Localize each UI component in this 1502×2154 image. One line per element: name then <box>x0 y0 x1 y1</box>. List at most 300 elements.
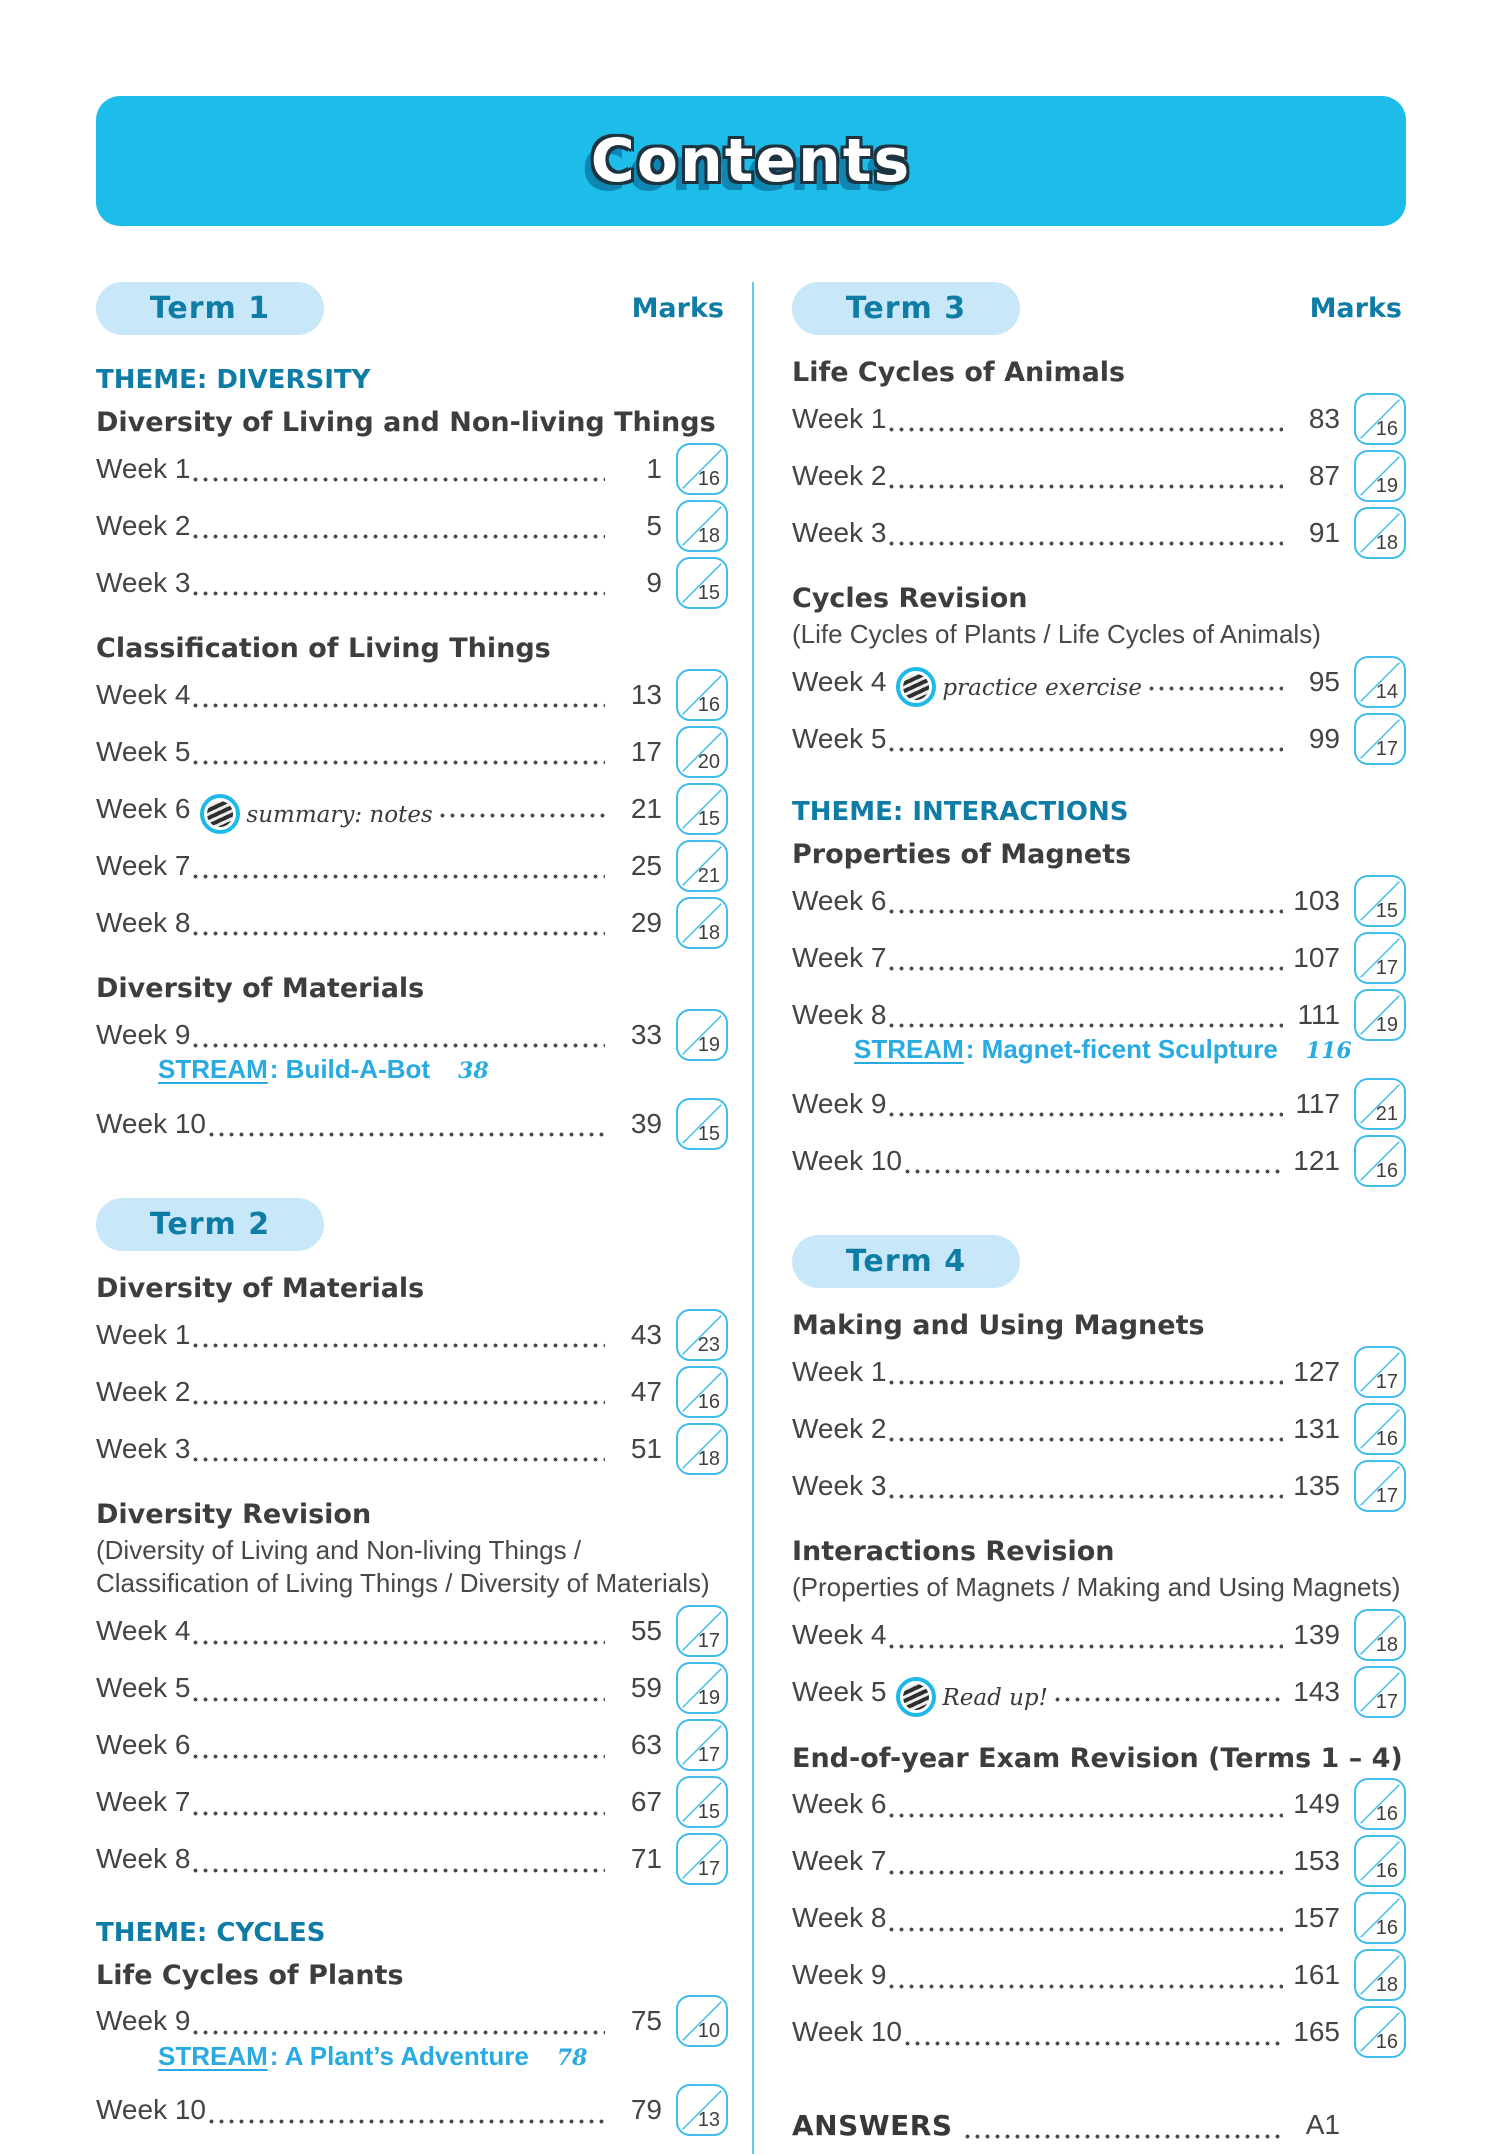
marks-box <box>676 1995 728 2047</box>
stream-label: STREAM <box>158 2040 268 2071</box>
week-label: Week 3 <box>792 1469 887 1501</box>
page-number: 29 <box>630 906 662 938</box>
page-number: 121 <box>1293 1144 1340 1176</box>
dotted-leader <box>440 813 605 818</box>
marks-box <box>1354 1460 1406 1512</box>
section-heading: Properties of Magnets <box>792 839 1132 871</box>
toc-row <box>96 1831 728 1888</box>
page-number: 67 <box>630 1786 662 1818</box>
toc-row <box>792 1833 1406 1890</box>
marks-box <box>676 1098 728 1150</box>
page-number: 103 <box>1293 884 1340 916</box>
badge-stripes <box>903 674 929 700</box>
marks-value: 18 <box>697 1447 720 1470</box>
page-number: 143 <box>1293 1676 1340 1708</box>
stream-title: : Magnet-ficent Sculpture <box>965 1034 1278 1065</box>
term-pill-label: Term 4 <box>845 1244 967 1280</box>
dotted-leader <box>193 2030 605 2035</box>
marks-box <box>676 897 728 949</box>
marks-box <box>676 840 728 892</box>
dotted-leader <box>193 1754 605 1759</box>
stream-page-number: 38 <box>458 1058 489 1084</box>
toc-row <box>96 1660 728 1717</box>
marks-value: 17 <box>1375 1370 1398 1393</box>
dotted-leader <box>889 1112 1283 1117</box>
marks-box <box>1354 932 1406 984</box>
marks-box <box>676 443 728 495</box>
page-number: 99 <box>1308 722 1340 754</box>
stream-row <box>158 1054 728 1085</box>
dotted-leader <box>889 484 1283 489</box>
section-heading: Diversity of Materials <box>96 1273 425 1304</box>
page-number: 95 <box>1308 665 1340 697</box>
section-subheading: (Life Cycles of Plants / Life Cycles of Animals) <box>792 619 1321 649</box>
answers-label: ANSWERS <box>792 2108 953 2142</box>
section-heading: Diversity of Materials <box>96 973 425 1004</box>
term-pill <box>96 1198 324 1251</box>
stream-page-number: 78 <box>556 2044 588 2071</box>
marks-box <box>1354 393 1406 445</box>
marks-value: 19 <box>697 1687 720 1710</box>
week-label: Week 8 <box>792 1902 887 1934</box>
toc-section <box>96 1273 728 1477</box>
dotted-leader <box>193 477 605 482</box>
page-title: Contents <box>590 126 912 196</box>
page-number: 47 <box>630 1375 662 1407</box>
activity-badge-icon <box>200 794 240 834</box>
dotted-leader <box>193 534 605 539</box>
marks-value: 10 <box>697 2020 720 2043</box>
week-label: Week 1 <box>96 452 191 484</box>
week-label: Week 9 <box>96 1018 191 1050</box>
week-label: Week 8 <box>96 1843 191 1875</box>
toc-row <box>96 780 728 837</box>
toc-row <box>792 1947 1406 2004</box>
week-label: Week 7 <box>96 1786 191 1818</box>
page-number: 9 <box>646 566 662 598</box>
page-number: 17 <box>630 735 662 767</box>
page-number: 161 <box>1293 1959 1340 1991</box>
week-label: Week 9 <box>96 2005 191 2037</box>
marks-value: 17 <box>1375 737 1398 760</box>
page-number: 127 <box>1293 1355 1340 1387</box>
marks-box <box>676 2084 728 2136</box>
toc-row <box>96 894 728 951</box>
term-pill <box>792 1235 1020 1288</box>
marks-value: 20 <box>697 750 720 773</box>
toc-row <box>96 1306 728 1363</box>
page-number: 21 <box>630 792 662 824</box>
stream-row <box>158 2041 728 2072</box>
page-number: 75 <box>630 2005 662 2037</box>
toc-row <box>96 1603 728 1660</box>
week-label: Week 6 <box>792 884 887 916</box>
week-label: Week 2 <box>792 1412 887 1444</box>
toc-row <box>792 447 1406 504</box>
week-label: Week 1 <box>96 1318 191 1350</box>
marks-box <box>1354 1892 1406 1944</box>
marks-value: 19 <box>1375 474 1398 497</box>
theme-heading: THEME: CYCLES <box>96 1917 326 1948</box>
week-label: Week 5 <box>96 1672 191 1704</box>
dotted-leader <box>905 2041 1283 2046</box>
marks-box <box>676 1719 728 1771</box>
page-number: 87 <box>1308 459 1340 491</box>
activity-badge-icon <box>896 667 936 707</box>
dotted-leader <box>889 1813 1283 1818</box>
page-number: 107 <box>1293 941 1340 973</box>
toc-row <box>792 390 1406 447</box>
toc-row <box>792 1343 1406 1400</box>
theme-heading: THEME: DIVERSITY <box>96 365 371 395</box>
dotted-leader <box>889 1984 1283 1989</box>
toc-section <box>96 633 728 951</box>
page-number: 5 <box>646 509 662 541</box>
section-subheading: (Properties of Magnets / Making and Using Magnets) <box>792 1572 1401 1603</box>
term-term-1 <box>96 282 728 1152</box>
theme-heading: THEME: INTERACTIONS <box>792 797 1129 828</box>
marks-box <box>1354 1078 1406 1130</box>
week-label: Week 2 <box>96 1375 191 1407</box>
activity-note: summary: notes <box>246 801 433 828</box>
marks-box <box>1354 1835 1406 1887</box>
dotted-leader <box>193 1868 605 1873</box>
dotted-leader <box>193 703 605 708</box>
toc-column-left <box>96 282 752 2154</box>
page-number: 157 <box>1293 1902 1340 1934</box>
marks-value: 18 <box>1375 1634 1398 1657</box>
marks-value: 13 <box>697 2109 720 2132</box>
page-number: 1 <box>646 452 662 484</box>
dotted-leader <box>889 1870 1283 1875</box>
marks-box <box>676 1423 728 1475</box>
marks-value: 18 <box>1375 531 1398 554</box>
toc-row <box>792 2004 1406 2061</box>
marks-box <box>676 1833 728 1885</box>
marks-value: 14 <box>1375 680 1398 703</box>
toc-row <box>96 666 728 723</box>
page-number: 91 <box>1308 516 1340 548</box>
week-label: Week 4 <box>792 665 887 697</box>
page-number: 43 <box>630 1318 662 1350</box>
dotted-leader <box>889 541 1283 546</box>
dotted-leader <box>889 966 1283 971</box>
toc-section <box>96 1499 728 1888</box>
marks-value: 16 <box>697 467 720 490</box>
marks-value: 15 <box>1375 899 1398 922</box>
dotted-leader <box>193 874 605 879</box>
dotted-leader <box>965 2134 1283 2139</box>
marks-box <box>1354 989 1406 1041</box>
page-number: 135 <box>1293 1469 1340 1501</box>
dotted-leader <box>889 1494 1283 1499</box>
marks-box <box>1354 713 1406 765</box>
week-label: Week 8 <box>792 998 887 1030</box>
toc-columns <box>96 282 1406 2154</box>
week-label: Week 6 <box>96 792 191 824</box>
dotted-leader <box>1149 686 1283 691</box>
marks-value: 16 <box>1375 1159 1398 1182</box>
marks-value: 18 <box>1375 1974 1398 1997</box>
week-label: Week 9 <box>792 1087 887 1119</box>
week-label: Week 8 <box>96 906 191 938</box>
term-header <box>792 1235 1406 1288</box>
toc-section <box>792 1536 1406 1720</box>
marks-box <box>1354 656 1406 708</box>
page-number: 131 <box>1293 1412 1340 1444</box>
section-heading: Life Cycles of Animals <box>792 357 1126 388</box>
dotted-leader <box>193 760 605 765</box>
marks-box <box>676 557 728 609</box>
week-label: Week 5 <box>792 722 887 754</box>
marks-box <box>676 1009 728 1061</box>
toc-row <box>792 653 1406 710</box>
toc-row <box>792 1776 1406 1833</box>
marks-value: 16 <box>1375 2031 1398 2054</box>
dotted-leader <box>889 1644 1283 1649</box>
dotted-leader <box>193 1811 605 1816</box>
page-number: 59 <box>630 1672 662 1704</box>
week-label: Week 5 <box>792 1676 887 1708</box>
toc-section <box>792 1310 1406 1514</box>
marks-box <box>1354 1346 1406 1398</box>
week-label: Week 10 <box>96 2094 206 2126</box>
toc-row <box>792 1457 1406 1514</box>
marks-value: 19 <box>697 1033 720 1056</box>
marks-box <box>1354 1135 1406 1187</box>
section-subheading: (Diversity of Living and Non-living Things / Classification of Living Things / Diversity of Materials) <box>96 1535 710 1599</box>
marks-box <box>676 1366 728 1418</box>
week-label: Week 3 <box>792 516 887 548</box>
toc-row <box>792 929 1406 986</box>
marks-value: 15 <box>697 807 720 830</box>
section-heading: Life Cycles of Plants <box>96 1959 404 1991</box>
marks-value: 16 <box>697 693 720 716</box>
toc-column-right <box>752 282 1406 2154</box>
dotted-leader <box>193 1640 605 1645</box>
toc-row <box>96 497 728 554</box>
toc-row <box>792 2097 1406 2154</box>
dotted-leader <box>193 1400 605 1405</box>
page-number: 83 <box>1308 402 1340 434</box>
dotted-leader <box>889 747 1283 752</box>
page-number: 39 <box>630 1107 662 1139</box>
toc-row <box>96 837 728 894</box>
toc-row <box>96 1363 728 1420</box>
page-number: 55 <box>630 1615 662 1647</box>
stream-title: : A Plant’s Adventure <box>269 2040 529 2071</box>
toc-section <box>96 1918 728 2139</box>
week-label: Week 7 <box>96 849 191 881</box>
page-banner <box>96 96 1406 226</box>
marks-box <box>1354 1666 1406 1718</box>
marks-value: 17 <box>1375 1484 1398 1507</box>
page-number: 79 <box>630 2094 662 2126</box>
week-label: Week 10 <box>792 1144 902 1176</box>
badge-stripes <box>903 1684 929 1710</box>
dotted-leader <box>193 591 605 596</box>
page-number: 111 <box>1297 998 1340 1030</box>
dotted-leader <box>193 1457 605 1462</box>
dotted-leader <box>1055 1697 1283 1702</box>
marks-value: 17 <box>697 1858 720 1881</box>
section-heading: Cycles Revision <box>792 583 1028 614</box>
section-heading: End-of-year Exam Revision (Terms 1 – 4) <box>792 1742 1403 1774</box>
marks-column-label: Marks <box>1309 293 1402 324</box>
week-label: Week 6 <box>96 1729 191 1761</box>
term-pill <box>792 282 1020 335</box>
dotted-leader <box>193 931 605 936</box>
dotted-leader <box>889 427 1283 432</box>
toc-row <box>96 1717 728 1774</box>
term-header <box>96 1198 728 1251</box>
marks-box <box>676 726 728 778</box>
toc-row <box>792 1400 1406 1457</box>
term-pill-label: Term 1 <box>149 291 271 326</box>
toc-row <box>96 2082 728 2139</box>
term-pill <box>96 282 324 335</box>
dotted-leader <box>193 1697 605 1702</box>
marks-box <box>1354 507 1406 559</box>
marks-value: 16 <box>1375 1917 1398 1940</box>
page-number: 63 <box>630 1729 662 1761</box>
page-number: 51 <box>630 1432 662 1464</box>
section-heading: Classification of Living Things <box>96 633 551 664</box>
page-number: 117 <box>1295 1087 1340 1119</box>
term-header <box>96 282 728 335</box>
marks-value: 16 <box>1375 1803 1398 1826</box>
marks-value: 21 <box>697 864 720 887</box>
marks-box <box>1354 1778 1406 1830</box>
dotted-leader <box>905 1169 1283 1174</box>
marks-box <box>1354 1403 1406 1455</box>
marks-value: 15 <box>697 581 720 604</box>
term-term-2 <box>96 1198 728 2139</box>
marks-box <box>676 669 728 721</box>
toc-section <box>792 357 1406 561</box>
marks-box <box>1354 875 1406 927</box>
term-term-3 <box>792 282 1406 1189</box>
week-label: Week 6 <box>792 1788 887 1820</box>
dotted-leader <box>193 1043 605 1048</box>
stream-page-number: 116 <box>1305 1038 1352 1065</box>
toc-row <box>792 872 1406 929</box>
dotted-leader <box>209 2119 605 2124</box>
toc-row <box>792 1075 1406 1132</box>
dotted-leader <box>889 1023 1283 1028</box>
week-label: Week 1 <box>792 402 887 434</box>
dotted-leader <box>889 1380 1283 1385</box>
term-header <box>792 282 1406 335</box>
marks-box <box>676 500 728 552</box>
marks-value: 17 <box>1375 956 1398 979</box>
dotted-leader <box>889 909 1283 914</box>
dotted-leader <box>889 1927 1283 1932</box>
stream-label: STREAM <box>158 1054 268 1084</box>
marks-value: 18 <box>697 524 720 547</box>
activity-note: Read up! <box>942 1685 1048 1712</box>
marks-value: 16 <box>697 1390 720 1413</box>
toc-row <box>792 710 1406 767</box>
toc-row <box>792 1132 1406 1189</box>
toc-row <box>792 504 1406 561</box>
toc-row <box>792 1664 1406 1721</box>
badge-stripes <box>207 801 233 827</box>
page-number: 13 <box>630 678 662 710</box>
toc-section <box>96 973 728 1152</box>
page-number: 71 <box>630 1843 662 1875</box>
toc-row <box>96 554 728 611</box>
marks-value: 19 <box>1375 1013 1398 1036</box>
marks-box <box>676 1662 728 1714</box>
marks-value: 23 <box>697 1333 720 1356</box>
marks-box <box>1354 1949 1406 2001</box>
marks-box <box>1354 2006 1406 2058</box>
page-number: 153 <box>1293 1845 1340 1877</box>
toc-section <box>792 583 1406 767</box>
marks-column-label: Marks <box>631 293 724 324</box>
marks-value: 21 <box>1375 1102 1398 1125</box>
toc-row <box>96 1095 728 1152</box>
marks-box <box>1354 1609 1406 1661</box>
week-label: Week 5 <box>96 735 191 767</box>
term-pill-label: Term 3 <box>845 291 967 326</box>
marks-value: 16 <box>1375 1427 1398 1450</box>
marks-box <box>1354 450 1406 502</box>
week-label: Week 10 <box>96 1107 206 1139</box>
toc-row <box>792 1607 1406 1664</box>
marks-value: 15 <box>697 1122 720 1145</box>
section-heading: Interactions Revision <box>792 1536 1115 1568</box>
marks-value: 17 <box>697 1744 720 1767</box>
term-term-4 <box>792 1235 1406 2060</box>
section-heading: Diversity of Living and Non-living Things <box>96 407 716 438</box>
page-number: 33 <box>630 1018 662 1050</box>
activity-badge-icon <box>896 1677 936 1717</box>
marks-value: 15 <box>697 1801 720 1824</box>
section-heading: Making and Using Magnets <box>792 1310 1205 1342</box>
toc-row <box>96 723 728 780</box>
week-label: Week 4 <box>792 1619 887 1651</box>
toc-row <box>96 1420 728 1477</box>
stream-label: STREAM <box>854 1034 964 1065</box>
week-label: Week 9 <box>792 1959 887 1991</box>
week-label: Week 7 <box>792 941 887 973</box>
toc-row <box>792 1890 1406 1947</box>
activity-note: practice exercise <box>942 674 1142 701</box>
marks-value: 16 <box>1375 417 1398 440</box>
week-label: Week 2 <box>96 509 191 541</box>
page-number: 149 <box>1293 1788 1340 1820</box>
week-label: Week 3 <box>96 566 191 598</box>
toc-section <box>792 797 1406 1189</box>
toc-row <box>96 1774 728 1831</box>
week-label: Week 4 <box>96 678 191 710</box>
page-number: 139 <box>1293 1619 1340 1651</box>
week-label: Week 2 <box>792 459 887 491</box>
week-label: Week 4 <box>96 1615 191 1647</box>
marks-box <box>676 1309 728 1361</box>
dotted-leader <box>193 1343 605 1348</box>
dotted-leader <box>209 1132 605 1137</box>
toc-row <box>96 440 728 497</box>
marks-value: 18 <box>697 921 720 944</box>
toc-section <box>792 1743 1406 2061</box>
marks-box <box>676 783 728 835</box>
section-heading: Diversity Revision <box>96 1499 372 1530</box>
week-label: Week 10 <box>792 2016 902 2048</box>
dotted-leader <box>889 1437 1283 1442</box>
